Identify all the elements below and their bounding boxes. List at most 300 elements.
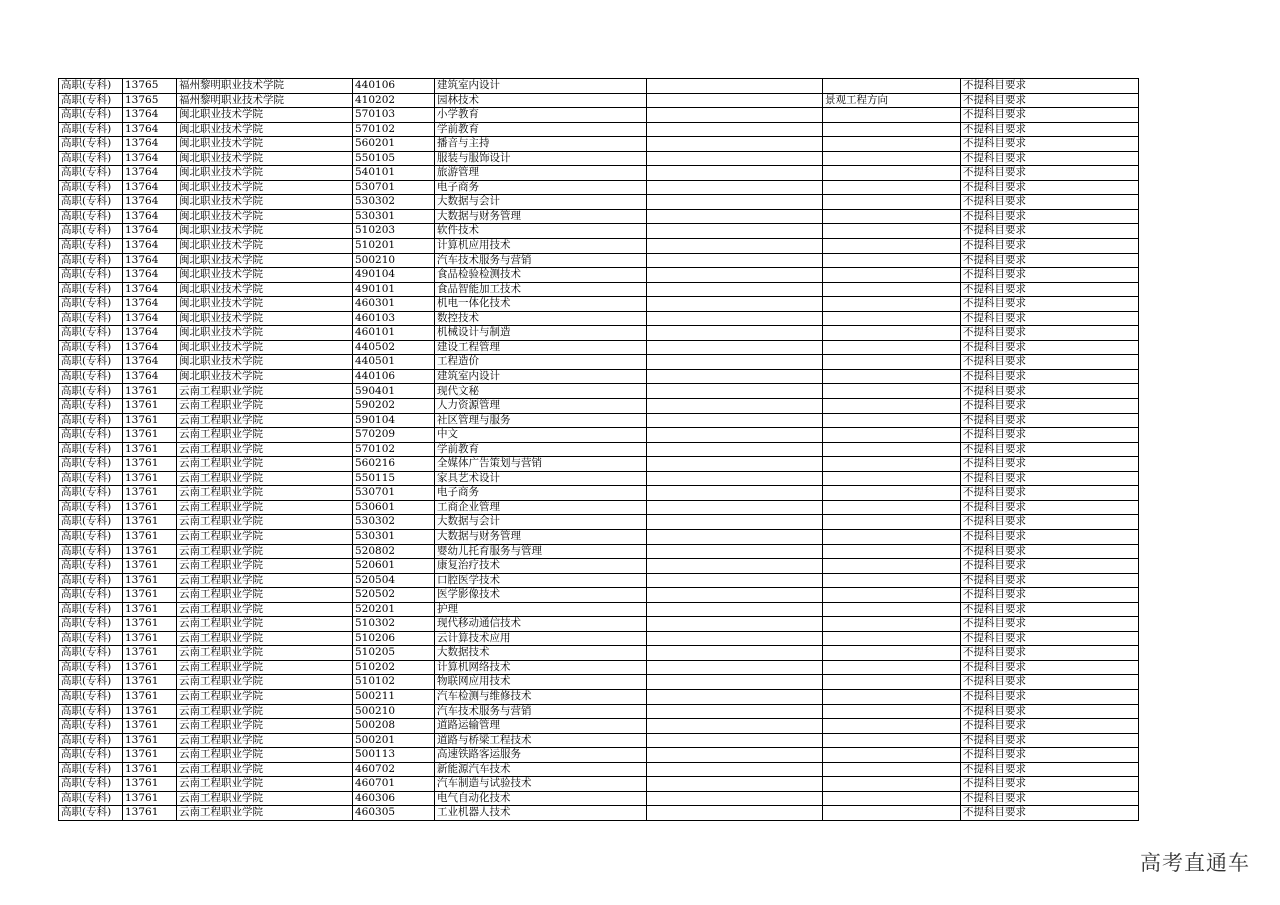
school-code-cell: 13761 [123,675,177,690]
requirement-cell: 不提科目要求 [961,748,1139,763]
direction-cell [823,777,961,792]
school-name-cell: 云南工程职业学院 [177,631,353,646]
note-cell [647,93,823,108]
major-code-cell: 440106 [353,79,435,94]
school-code-cell: 13765 [123,93,177,108]
major-code-cell: 460101 [353,326,435,341]
school-code-cell: 13764 [123,122,177,137]
major-code-cell: 520502 [353,588,435,603]
school-name-cell: 云南工程职业学院 [177,675,353,690]
major-name-cell: 大数据与会计 [435,195,647,210]
direction-cell [823,617,961,632]
direction-cell [823,369,961,384]
table-row [59,762,1139,777]
note-cell [647,544,823,559]
table-row [59,180,1139,195]
major-name-cell: 小学教育 [435,108,647,123]
school-code-cell: 13764 [123,282,177,297]
level-cell: 高职(专科) [59,719,123,734]
table-row [59,399,1139,414]
note-cell [647,529,823,544]
major-code-cell: 440502 [353,340,435,355]
note-cell [647,340,823,355]
requirement-cell: 不提科目要求 [961,369,1139,384]
level-cell: 高职(专科) [59,384,123,399]
school-code-cell: 13761 [123,777,177,792]
direction-cell [823,544,961,559]
major-code-cell: 510202 [353,660,435,675]
school-name-cell: 云南工程职业学院 [177,617,353,632]
major-code-cell: 440106 [353,369,435,384]
school-code-cell: 13764 [123,268,177,283]
school-code-cell: 13764 [123,224,177,239]
note-cell [647,297,823,312]
direction-cell [823,209,961,224]
level-cell: 高职(专科) [59,748,123,763]
requirement-cell: 不提科目要求 [961,617,1139,632]
major-code-cell: 510102 [353,675,435,690]
school-code-cell: 13764 [123,166,177,181]
table-row [59,500,1139,515]
requirement-cell: 不提科目要求 [961,297,1139,312]
school-code-cell: 13761 [123,646,177,661]
level-cell: 高职(专科) [59,646,123,661]
note-cell [647,748,823,763]
table-row [59,355,1139,370]
school-name-cell: 云南工程职业学院 [177,689,353,704]
note-cell [647,180,823,195]
level-cell: 高职(专科) [59,457,123,472]
note-cell [647,122,823,137]
table-row [59,137,1139,152]
major-name-cell: 物联网应用技术 [435,675,647,690]
level-cell: 高职(专科) [59,79,123,94]
school-code-cell: 13764 [123,340,177,355]
major-code-cell: 460306 [353,791,435,806]
requirement-cell: 不提科目要求 [961,137,1139,152]
table-row [59,733,1139,748]
note-cell [647,413,823,428]
direction-cell [823,166,961,181]
major-name-cell: 现代移动通信技术 [435,617,647,632]
school-name-cell: 闽北职业技术学院 [177,340,353,355]
note-cell [647,791,823,806]
level-cell: 高职(专科) [59,689,123,704]
requirement-cell: 不提科目要求 [961,719,1139,734]
note-cell [647,500,823,515]
major-name-cell: 工程造价 [435,355,647,370]
school-code-cell: 13764 [123,311,177,326]
direction-cell [823,500,961,515]
note-cell [647,166,823,181]
level-cell: 高职(专科) [59,108,123,123]
requirement-cell: 不提科目要求 [961,195,1139,210]
direction-cell [823,733,961,748]
major-code-cell: 500201 [353,733,435,748]
school-name-cell: 云南工程职业学院 [177,748,353,763]
level-cell: 高职(专科) [59,602,123,617]
level-cell: 高职(专科) [59,559,123,574]
major-name-cell: 机械设计与制造 [435,326,647,341]
major-name-cell: 现代文秘 [435,384,647,399]
level-cell: 高职(专科) [59,573,123,588]
major-code-cell: 590202 [353,399,435,414]
school-name-cell: 云南工程职业学院 [177,646,353,661]
major-name-cell: 食品智能加工技术 [435,282,647,297]
school-code-cell: 13761 [123,733,177,748]
major-name-cell: 汽车制造与试验技术 [435,777,647,792]
major-code-cell: 510203 [353,224,435,239]
level-cell: 高职(专科) [59,471,123,486]
requirement-cell: 不提科目要求 [961,268,1139,283]
direction-cell [823,122,961,137]
school-code-cell: 13761 [123,660,177,675]
table-row [59,311,1139,326]
direction-cell [823,399,961,414]
table-row [59,209,1139,224]
school-name-cell: 闽北职业技术学院 [177,253,353,268]
note-cell [647,602,823,617]
major-name-cell: 数控技术 [435,311,647,326]
major-name-cell: 电气自动化技术 [435,791,647,806]
level-cell: 高职(专科) [59,239,123,254]
note-cell [647,79,823,94]
table-row [59,646,1139,661]
school-name-cell: 云南工程职业学院 [177,471,353,486]
requirement-cell: 不提科目要求 [961,573,1139,588]
school-name-cell: 福州黎明职业技术学院 [177,79,353,94]
school-name-cell: 云南工程职业学院 [177,486,353,501]
requirement-cell: 不提科目要求 [961,166,1139,181]
level-cell: 高职(专科) [59,428,123,443]
major-name-cell: 园林技术 [435,93,647,108]
requirement-cell: 不提科目要求 [961,486,1139,501]
major-code-cell: 540101 [353,166,435,181]
school-code-cell: 13761 [123,486,177,501]
table-row [59,457,1139,472]
direction-cell [823,224,961,239]
school-code-cell: 13761 [123,806,177,821]
table-row [59,93,1139,108]
note-cell [647,457,823,472]
table-row [59,384,1139,399]
table-row [59,806,1139,821]
direction-cell [823,151,961,166]
requirement-cell: 不提科目要求 [961,340,1139,355]
table-row [59,573,1139,588]
note-cell [647,719,823,734]
requirement-cell: 不提科目要求 [961,93,1139,108]
table-row [59,282,1139,297]
requirement-cell: 不提科目要求 [961,79,1139,94]
school-name-cell: 闽北职业技术学院 [177,151,353,166]
direction-cell [823,137,961,152]
table-row [59,602,1139,617]
major-code-cell: 530701 [353,180,435,195]
direction-cell [823,588,961,603]
level-cell: 高职(专科) [59,355,123,370]
note-cell [647,486,823,501]
major-code-cell: 530302 [353,515,435,530]
level-cell: 高职(专科) [59,762,123,777]
major-code-cell: 550115 [353,471,435,486]
major-name-cell: 医学影像技术 [435,588,647,603]
table-row [59,268,1139,283]
note-cell [647,806,823,821]
school-code-cell: 13761 [123,689,177,704]
level-cell: 高职(专科) [59,209,123,224]
level-cell: 高职(专科) [59,413,123,428]
note-cell [647,137,823,152]
major-name-cell: 工业机器人技术 [435,806,647,821]
note-cell [647,268,823,283]
requirement-cell: 不提科目要求 [961,660,1139,675]
major-code-cell: 520504 [353,573,435,588]
level-cell: 高职(专科) [59,442,123,457]
note-cell [647,108,823,123]
table-row [59,413,1139,428]
requirement-cell: 不提科目要求 [961,253,1139,268]
major-code-cell: 410202 [353,93,435,108]
level-cell: 高职(专科) [59,500,123,515]
direction-cell [823,384,961,399]
direction-cell [823,529,961,544]
level-cell: 高职(专科) [59,137,123,152]
major-code-cell: 570102 [353,122,435,137]
major-name-cell: 汽车技术服务与营销 [435,253,647,268]
major-code-cell: 570209 [353,428,435,443]
school-code-cell: 13761 [123,413,177,428]
school-code-cell: 13761 [123,471,177,486]
note-cell [647,646,823,661]
table-row [59,486,1139,501]
level-cell: 高职(专科) [59,122,123,137]
major-code-cell: 500210 [353,704,435,719]
direction-cell [823,108,961,123]
direction-cell [823,646,961,661]
note-cell [647,326,823,341]
requirement-cell: 不提科目要求 [961,471,1139,486]
level-cell: 高职(专科) [59,166,123,181]
direction-cell [823,602,961,617]
note-cell [647,631,823,646]
level-cell: 高职(专科) [59,93,123,108]
table-row [59,297,1139,312]
school-name-cell: 云南工程职业学院 [177,602,353,617]
table-row [59,631,1139,646]
level-cell: 高职(专科) [59,282,123,297]
school-name-cell: 云南工程职业学院 [177,515,353,530]
major-code-cell: 570102 [353,442,435,457]
major-code-cell: 460701 [353,777,435,792]
school-name-cell: 闽北职业技术学院 [177,209,353,224]
table-row [59,428,1139,443]
note-cell [647,399,823,414]
requirement-cell: 不提科目要求 [961,457,1139,472]
school-code-cell: 13764 [123,369,177,384]
school-name-cell: 闽北职业技术学院 [177,326,353,341]
major-name-cell: 学前教育 [435,122,647,137]
note-cell [647,195,823,210]
requirement-cell: 不提科目要求 [961,108,1139,123]
table-row [59,777,1139,792]
direction-cell [823,573,961,588]
major-name-cell: 高速铁路客运服务 [435,748,647,763]
requirement-cell: 不提科目要求 [961,209,1139,224]
note-cell [647,471,823,486]
school-name-cell: 闽北职业技术学院 [177,122,353,137]
level-cell: 高职(专科) [59,529,123,544]
major-name-cell: 大数据与财务管理 [435,529,647,544]
note-cell [647,660,823,675]
school-name-cell: 云南工程职业学院 [177,704,353,719]
school-name-cell: 云南工程职业学院 [177,428,353,443]
school-name-cell: 云南工程职业学院 [177,559,353,574]
major-code-cell: 500113 [353,748,435,763]
direction-cell [823,689,961,704]
school-name-cell: 闽北职业技术学院 [177,137,353,152]
direction-cell [823,457,961,472]
level-cell: 高职(专科) [59,399,123,414]
school-name-cell: 云南工程职业学院 [177,777,353,792]
level-cell: 高职(专科) [59,515,123,530]
school-code-cell: 13764 [123,297,177,312]
note-cell [647,311,823,326]
direction-cell [823,79,961,94]
major-name-cell: 建筑室内设计 [435,79,647,94]
level-cell: 高职(专科) [59,253,123,268]
level-cell: 高职(专科) [59,369,123,384]
level-cell: 高职(专科) [59,151,123,166]
requirement-cell: 不提科目要求 [961,515,1139,530]
school-name-cell: 云南工程职业学院 [177,660,353,675]
note-cell [647,282,823,297]
major-name-cell: 计算机应用技术 [435,239,647,254]
major-code-cell: 530301 [353,209,435,224]
major-name-cell: 大数据与会计 [435,515,647,530]
school-name-cell: 云南工程职业学院 [177,457,353,472]
direction-cell [823,486,961,501]
requirement-cell: 不提科目要求 [961,631,1139,646]
major-name-cell: 食品检验检测技术 [435,268,647,283]
table-row [59,675,1139,690]
major-name-cell: 婴幼儿托育服务与管理 [435,544,647,559]
requirement-cell: 不提科目要求 [961,704,1139,719]
level-cell: 高职(专科) [59,326,123,341]
major-code-cell: 510206 [353,631,435,646]
requirement-cell: 不提科目要求 [961,777,1139,792]
note-cell [647,762,823,777]
school-name-cell: 云南工程职业学院 [177,733,353,748]
school-name-cell: 闽北职业技术学院 [177,166,353,181]
note-cell [647,239,823,254]
table-row [59,719,1139,734]
table-row [59,122,1139,137]
major-name-cell: 道路与桥梁工程技术 [435,733,647,748]
level-cell: 高职(专科) [59,777,123,792]
note-cell [647,428,823,443]
school-name-cell: 闽北职业技术学院 [177,224,353,239]
requirement-cell: 不提科目要求 [961,500,1139,515]
note-cell [647,777,823,792]
requirement-cell: 不提科目要求 [961,689,1139,704]
school-code-cell: 13764 [123,326,177,341]
major-code-cell: 530701 [353,486,435,501]
direction-cell [823,180,961,195]
requirement-cell: 不提科目要求 [961,675,1139,690]
requirement-cell: 不提科目要求 [961,529,1139,544]
table-row [59,195,1139,210]
major-code-cell: 460301 [353,297,435,312]
table-row [59,544,1139,559]
table-row [59,239,1139,254]
major-name-cell: 家具艺术设计 [435,471,647,486]
major-name-cell: 学前教育 [435,442,647,457]
school-code-cell: 13761 [123,384,177,399]
major-name-cell: 人力资源管理 [435,399,647,414]
school-code-cell: 13761 [123,529,177,544]
major-name-cell: 工商企业管理 [435,500,647,515]
major-name-cell: 软件技术 [435,224,647,239]
direction-cell [823,515,961,530]
major-code-cell: 500211 [353,689,435,704]
school-name-cell: 云南工程职业学院 [177,573,353,588]
major-code-cell: 460103 [353,311,435,326]
school-name-cell: 云南工程职业学院 [177,442,353,457]
school-code-cell: 13761 [123,748,177,763]
note-cell [647,442,823,457]
direction-cell [823,559,961,574]
requirement-cell: 不提科目要求 [961,762,1139,777]
direction-cell [823,311,961,326]
direction-cell [823,297,961,312]
direction-cell [823,748,961,763]
major-code-cell: 440501 [353,355,435,370]
requirement-cell: 不提科目要求 [961,733,1139,748]
school-name-cell: 闽北职业技术学院 [177,268,353,283]
table-row [59,224,1139,239]
school-name-cell: 云南工程职业学院 [177,762,353,777]
direction-cell [823,195,961,210]
level-cell: 高职(专科) [59,617,123,632]
table-row [59,326,1139,341]
direction-cell [823,355,961,370]
direction-cell [823,719,961,734]
major-code-cell: 530601 [353,500,435,515]
note-cell [647,704,823,719]
note-cell [647,209,823,224]
level-cell: 高职(专科) [59,268,123,283]
major-code-cell: 530302 [353,195,435,210]
requirement-cell: 不提科目要求 [961,384,1139,399]
school-code-cell: 13761 [123,762,177,777]
requirement-cell: 不提科目要求 [961,399,1139,414]
school-code-cell: 13761 [123,457,177,472]
table-row [59,79,1139,94]
school-code-cell: 13761 [123,602,177,617]
direction-cell [823,762,961,777]
major-name-cell: 大数据与财务管理 [435,209,647,224]
major-code-cell: 520201 [353,602,435,617]
table-row [59,660,1139,675]
direction-cell [823,791,961,806]
table-row [59,166,1139,181]
requirement-cell: 不提科目要求 [961,151,1139,166]
requirement-cell: 不提科目要求 [961,326,1139,341]
major-name-cell: 电子商务 [435,486,647,501]
note-cell [647,515,823,530]
school-name-cell: 云南工程职业学院 [177,413,353,428]
